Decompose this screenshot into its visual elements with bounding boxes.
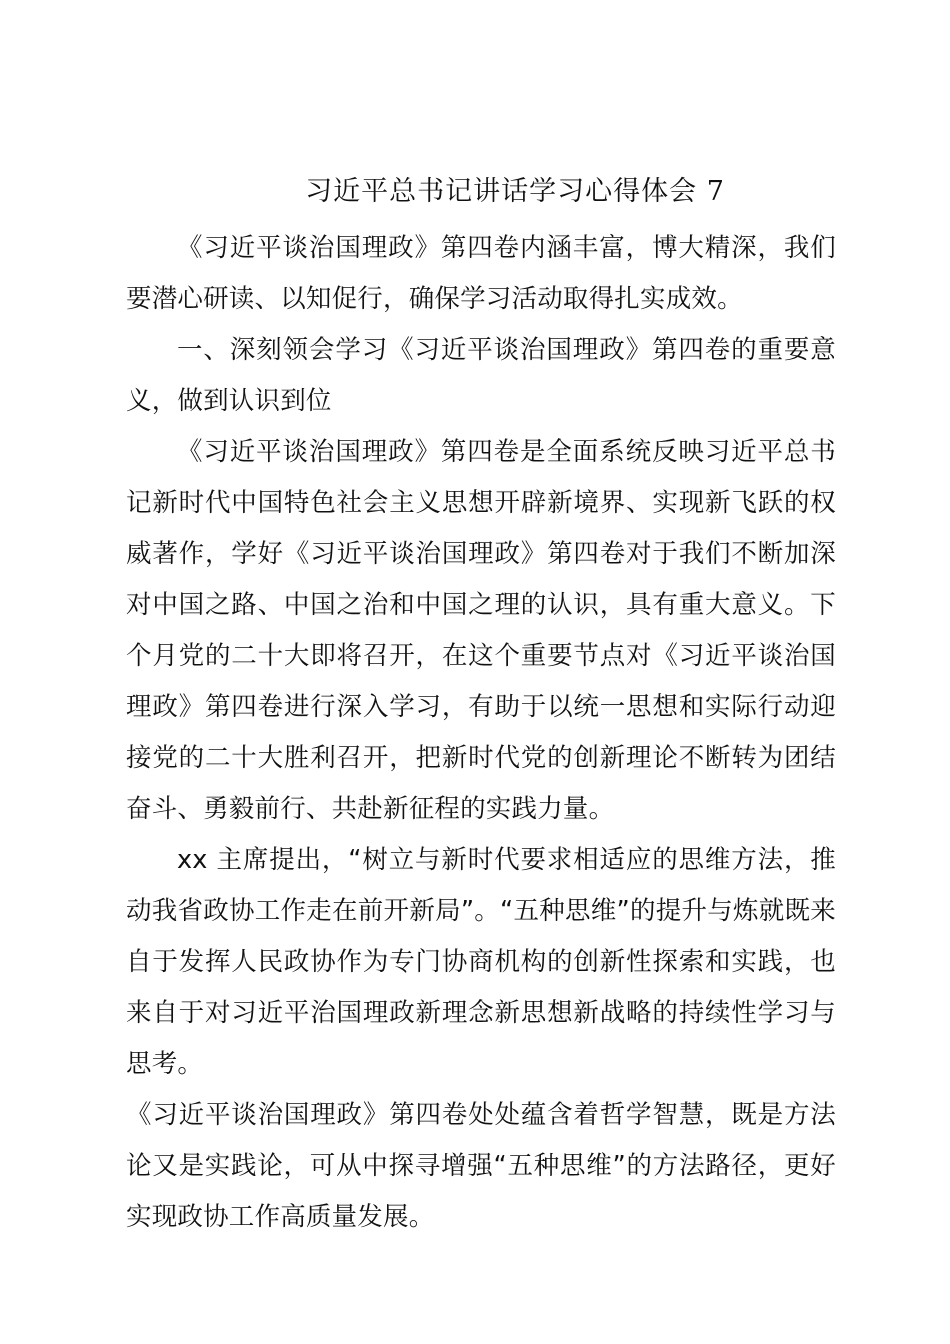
section-heading: 一、深刻领会学习《习近平谈治国理政》第四卷的重要意义，做到认识到位: [126, 335, 836, 416]
paragraph-intro: 《习近平谈治国理政》第四卷内涵丰富，博大精深，我们要潜心研读、以知促行，确保学习活动取得扎实成效。: [126, 233, 836, 314]
paragraph-philosophy: 《习近平谈治国理政》第四卷处处蕴含着哲学智慧，既是方法论又是实践论，可从中探寻增强“五种思维”的方法路径，更好实现政协工作高质量发展。: [126, 1100, 836, 1232]
paragraph-five-thinking: xx 主席提出，“树立与新时代要求相适应的思维方法，推动我省政协工作走在前开新局”。“五种思维”的提升与炼就既来自于发挥人民政协作为专门协商机构的创新性探索和实践，也来自于对习近平治国理政新理念新思想新战略的持续性学习与思考。: [126, 845, 836, 1079]
document-body: [126, 223, 836, 1243]
paragraph-significance: 《习近平谈治国理政》第四卷是全面系统反映习近平总书记新时代中国特色社会主义思想开辟新境界、实现新飞跃的权威著作，学好《习近平谈治国理政》第四卷对于我们不断加深对中国之路、中国之治和中国之理的认识，具有重大意义。下个月党的二十大即将召开，在这个重要节点对《习近平谈治国理政》第四卷进行深入学习，有助于以统一思想和实际行动迎接党的二十大胜利召开，把新时代党的创新理论不断转为团结奋斗、勇毅前行、共赴新征程的实践力量。: [126, 437, 836, 824]
document-title: 习近平总书记讲话学习心得体会 7: [305, 176, 725, 207]
